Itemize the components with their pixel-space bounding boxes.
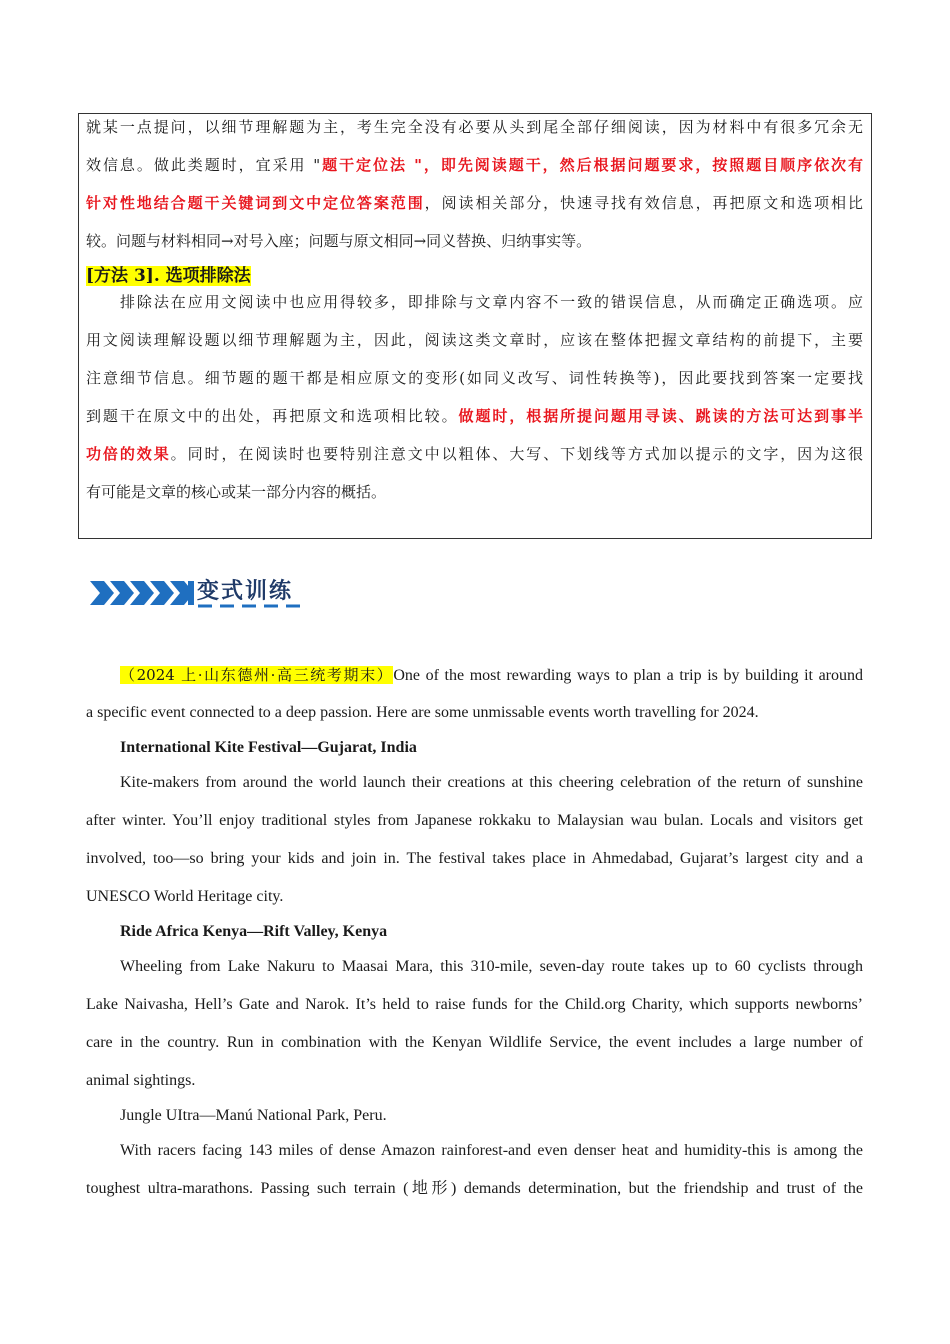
section-banner-title: 变式训练 <box>197 579 294 604</box>
box-p2-line-2: 用文阅读理解设题以细节理解题为主，因此，阅读这类文章时，应该在整体把握文章结构的前提下，主要 <box>86 331 863 349</box>
ride-line-4: animal sightings. <box>86 1072 196 1089</box>
passage-intro-text-1: One of the most rewarding ways to plan a trip is by building it around <box>393 667 864 684</box>
box-line-1: 就某一点提问，以细节理解题为主，考生完全没有必要从头到尾全部仔细阅读，因为材料中有很多冗余无 <box>86 118 863 136</box>
event-heading-ride-africa: Ride Africa Kenya—Rift Valley, Kenya <box>120 923 388 940</box>
box-line-3a-red: 针对性地结合题干关键词到文中定位答案范围 <box>86 194 425 212</box>
box-p2-line-3: 注意细节信息。细节题的题干都是相应原文的变形(如同义改写、词性转换等)，因此要找到答案一定要找 <box>86 369 863 387</box>
passage-intro-line-2: a specific event connected to a deep passion. Here are some unmissable events worth travelling for 2024. <box>86 704 759 721</box>
jungle-line-1: With racers facing 143 miles of dense Amazon rainforest-and even denser heat and humidity-this is among the <box>120 1142 863 1159</box>
box-line-2b-red: 题干定位法 "，即先阅读题干，然后根据问题要求，按照题目顺序依次有 <box>320 156 864 174</box>
ride-line-2: Lake Naivasha, Hell’s Gate and Narok. It’s held to raise funds for the Child.org Charity, which supports newborns’ <box>86 996 863 1013</box>
passage-source: （2024 上·山东德州·高三统考期末） <box>120 666 394 684</box>
box-line-2 <box>86 146 863 184</box>
box-p2-line-4b-red: 做题时，根据所提问题用寻读、跳读的方法可达到事半 <box>458 407 863 425</box>
box-p2-line-5 <box>86 435 863 473</box>
box-line-4: 较。问题与材料相同→对号入座；问题与原文相同→同义替换、归纳事实等。 <box>86 232 592 250</box>
event-heading-kite: International Kite Festival—Gujarat, India <box>120 739 417 756</box>
kite-line-4: UNESCO World Heritage city. <box>86 888 284 905</box>
box-line-3b: ，阅读相关部分，快速寻找有效信息，再把原文和选项相比 <box>424 194 863 212</box>
box-p2-line-1: 排除法在应用文阅读中也应用得较多，即排除与文章内容不一致的错误信息，从而确定正确选项。应 <box>120 293 863 311</box>
ride-line-1: Wheeling from Lake Nakuru to Maasai Mara, this 310-mile, seven-day route takes up to 60 cyclists through <box>120 958 863 975</box>
kite-line-3: involved, too—so bring your kids and join in. The festival takes place in Ahmedabad, Gujarat’s largest city and a <box>86 850 863 867</box>
box-p2-line-4 <box>86 397 863 435</box>
box-p2-line-4a: 到题干在原文中的出处，再把原文和选项相比较。 <box>86 407 459 425</box>
jungle-line-2: toughest ultra-marathons. Passing such terrain (地形) demands determination, but the friendship and trust of the <box>86 1180 863 1197</box>
ride-line-3: care in the country. Run in combination with the Kenyan Wildlife Service, the event includes a large number of <box>86 1034 863 1051</box>
passage-intro-line-1 <box>120 656 863 695</box>
box-line-2a: 效信息。做此类题时，宜采用 " <box>86 156 321 174</box>
kite-line-1: Kite-makers from around the world launch their creations at this cheering celebration of the return of sunshine <box>120 774 863 791</box>
box-line-3 <box>86 184 863 222</box>
method3-title: [方法 3]. 选项排除法 <box>86 266 251 286</box>
box-p2-line-5b: 。同时，在阅读时也要特别注意文中以粗体、大写、下划线等方式加以提示的文字，因为这很 <box>170 445 863 463</box>
box-p2-line-5a-red: 功倍的效果 <box>86 445 171 463</box>
kite-line-2: after winter. You’ll enjoy traditional styles from Japanese rokkaku to Malaysian wau bulan. Locals and visitors get <box>86 812 863 829</box>
box-p2-line-6: 有可能是文章的核心或某一部分内容的概括。 <box>86 483 387 501</box>
event-heading-jungle-ultra: Jungle UItra—Manú National Park, Peru. <box>120 1107 387 1124</box>
